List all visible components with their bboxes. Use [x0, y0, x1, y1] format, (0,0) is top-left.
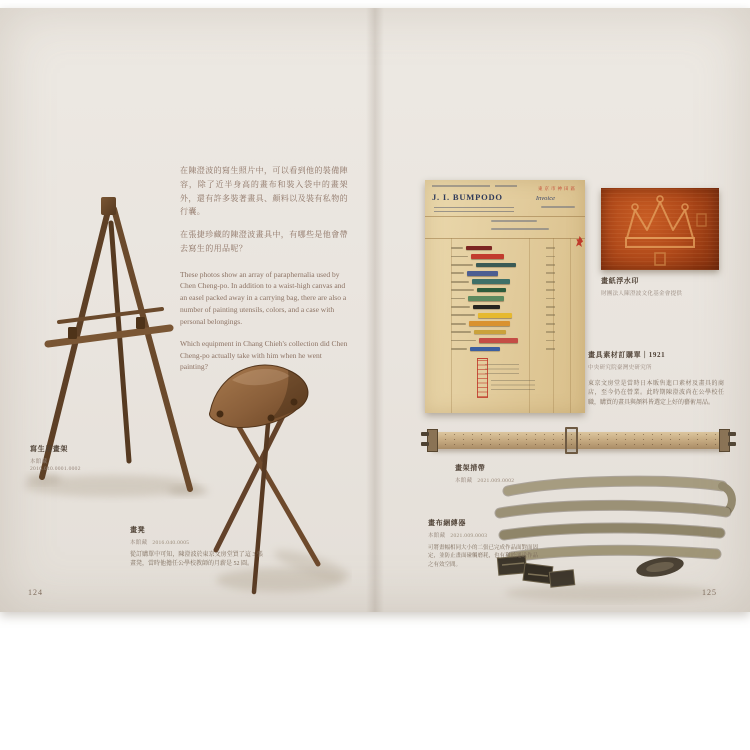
invoice-price-text: [546, 331, 555, 333]
invoice-photo: [425, 180, 585, 413]
invoice-item-text: [451, 281, 469, 283]
easel-strap-photo: [432, 432, 724, 449]
invoice-item-text: [451, 289, 474, 291]
strap-right-pin: [728, 432, 736, 436]
invoice-handwriting-block: [491, 380, 535, 390]
paint-color-swatch: [479, 338, 518, 343]
invoice-microtext-line: [495, 185, 517, 187]
invoice-price-text: [546, 281, 555, 283]
paint-color-swatch: [478, 313, 512, 318]
invoice-rows: [425, 244, 585, 353]
paint-color-swatch: [474, 330, 506, 335]
invoice-price-text: [546, 298, 555, 300]
easel-caption-collection: 本館藏: [30, 458, 48, 465]
paint-color-swatch: [467, 271, 498, 276]
watermark-caption-title: 畫紙浮水印: [601, 277, 639, 285]
invoice-price-text: [546, 264, 555, 266]
invoice-item-text: [451, 323, 466, 325]
stool-caption-collection: 本館藏: [130, 539, 148, 546]
invoice-vertical-seal: [477, 358, 488, 398]
invoice-item-row: [425, 244, 585, 252]
order-form-caption-title: 畫具素材訂購單｜1921: [588, 351, 666, 359]
invoice-price-text: [546, 323, 555, 325]
paper-watermark-photo: [601, 188, 719, 270]
invoice-item-row: [425, 345, 585, 353]
page-number-right: 125: [702, 588, 717, 597]
paint-color-swatch: [472, 279, 510, 284]
canvas-strap-caption-collection: 本館藏: [428, 532, 446, 539]
invoice-item-text: [451, 247, 463, 249]
paint-color-swatch: [466, 246, 492, 251]
intro-text-block: [180, 164, 348, 373]
canvas-strap-caption-title: 畫布綑縛器: [428, 519, 466, 527]
invoice-rule: [425, 216, 585, 217]
invoice-price-text: [546, 314, 555, 316]
belt-caption-collection: 本館藏: [455, 477, 473, 484]
invoice-handwriting: [491, 228, 549, 230]
canvas-strap-caption: [428, 518, 538, 570]
invoice-red-stamp-text: 東京市神田區: [538, 186, 577, 191]
strap-left-pin: [421, 432, 429, 436]
invoice-item-text: [451, 340, 476, 342]
order-form-caption-source: 中央研究院臺灣史研究所: [588, 364, 652, 371]
invoice-address-lines: [434, 204, 514, 212]
stool-caption-accession: 2016.040.0005: [152, 539, 190, 546]
watermark-caption: [601, 276, 726, 297]
paint-color-swatch: [470, 347, 500, 352]
invoice-item-text: [451, 306, 470, 308]
invoice-brand: J. I. BUMPODO: [432, 192, 503, 202]
paint-color-swatch: [471, 254, 504, 259]
invoice-item-row: [425, 311, 585, 319]
strap-center-buckle: [565, 427, 578, 454]
invoice-item-row: [425, 261, 585, 269]
strap-right-pin: [728, 442, 736, 446]
canvas-strap-caption-accession: 2021.009.0003: [450, 532, 488, 539]
page-number-left: 124: [28, 588, 43, 597]
paint-color-swatch: [473, 305, 500, 310]
stool-caption: [130, 525, 263, 570]
paint-color-swatch: [469, 321, 510, 326]
intro-paragraph-zh-1: 在陳澄波的寫生照片中，可以看到他的裝備陣容，除了近半身高的畫布和裝入袋中的畫架外，還有許多裝著畫具、顏料以及裝有私物的行囊。: [180, 166, 348, 217]
invoice-item-text: [451, 264, 473, 266]
invoice-item-row: [425, 286, 585, 294]
invoice-item-text: [451, 272, 464, 274]
page-gutter: [366, 8, 384, 612]
canvas-strap-caption-body: 可將畫幅相同大小的二張已完成作品面對面固定，並防止畫面碰觸磨耗，也有利於運送作品之有效空間。: [428, 544, 539, 569]
invoice-rule: [425, 238, 585, 239]
invoice-item-row: [425, 269, 585, 277]
invoice-item-row: [425, 328, 585, 336]
invoice-price-text: [546, 289, 555, 291]
invoice-price-text: [546, 247, 555, 249]
easel-caption-title: 寫生用畫架: [30, 445, 68, 453]
paint-color-swatch: [468, 296, 504, 301]
invoice-price-text: [546, 348, 555, 350]
order-form-caption-body: 東京文房堂是當時日本販售進口素材及畫具的商店，至今仍在營業。此時期陳澄波尚在公學校任職，購買的畫具與顏料皆選定上好的藝術用品。: [588, 380, 724, 406]
invoice-handwriting-block: [485, 360, 519, 374]
intro-paragraph-en-2: Which equipment in Chang Chieh's collection did Chen Cheng-po actually take with him when he went painting?: [180, 338, 348, 372]
paint-color-swatch: [477, 288, 506, 293]
strap-left-pin: [421, 442, 429, 446]
invoice-handwriting: [541, 206, 575, 208]
invoice-price-text: [546, 340, 555, 342]
intro-paragraph-zh-2: 在張捷珍藏的陳澄波畫具中，有哪些是他會帶去寫生的用品呢？: [180, 230, 348, 253]
crown-watermark: [601, 188, 719, 270]
easel-caption: [30, 444, 81, 472]
stool-caption-title: 畫凳: [130, 526, 146, 534]
belt-caption-title: 畫架揹帶: [455, 464, 486, 472]
invoice-price-text: [546, 256, 555, 258]
invoice-price-text: [546, 306, 555, 308]
invoice-microtext-line: [432, 185, 490, 187]
invoice-item-text: [451, 314, 475, 316]
invoice-price-text: [546, 272, 555, 274]
belt-caption-accession: 2021.009.0002: [477, 477, 515, 484]
invoice-doc-type: Invoice: [535, 195, 555, 202]
invoice-item-text: [451, 298, 465, 300]
watermark-caption-credit: 財團法人陳澄波文化基金會提供: [601, 290, 683, 297]
invoice-item-row: [425, 303, 585, 311]
paint-color-swatch: [476, 263, 516, 268]
canvas-strap-caption-meta: [428, 531, 538, 539]
intro-paragraph-en-1: These photos show an array of paraphernalia used by Chen Cheng-po. In addition to a waist-high canvas and an easel packed away in a carrying bag, there are also a number of painting utensils, colors, and a case with personal belongings.: [180, 269, 347, 326]
invoice-item-row: [425, 336, 585, 344]
invoice-item-text: [451, 256, 468, 258]
invoice-item-row: [425, 252, 585, 260]
stool-caption-meta: [130, 538, 263, 546]
easel-caption-accession: 2016.040.0001.0002: [30, 465, 81, 472]
invoice-item-row: [425, 320, 585, 328]
invoice-handwriting: [491, 220, 537, 222]
invoice-item-text: [451, 331, 471, 333]
book-pages: [0, 8, 750, 612]
invoice-item-row: [425, 294, 585, 302]
stool-caption-body: 從訂購單中可知，陳澄波於東京文房堂買了這 3 張畫凳，當時他擔任公學校教師的月薪是 52 圓。: [130, 551, 263, 568]
order-form-caption: [588, 350, 724, 409]
invoice-item-row: [425, 278, 585, 286]
invoice-item-text: [451, 348, 467, 350]
